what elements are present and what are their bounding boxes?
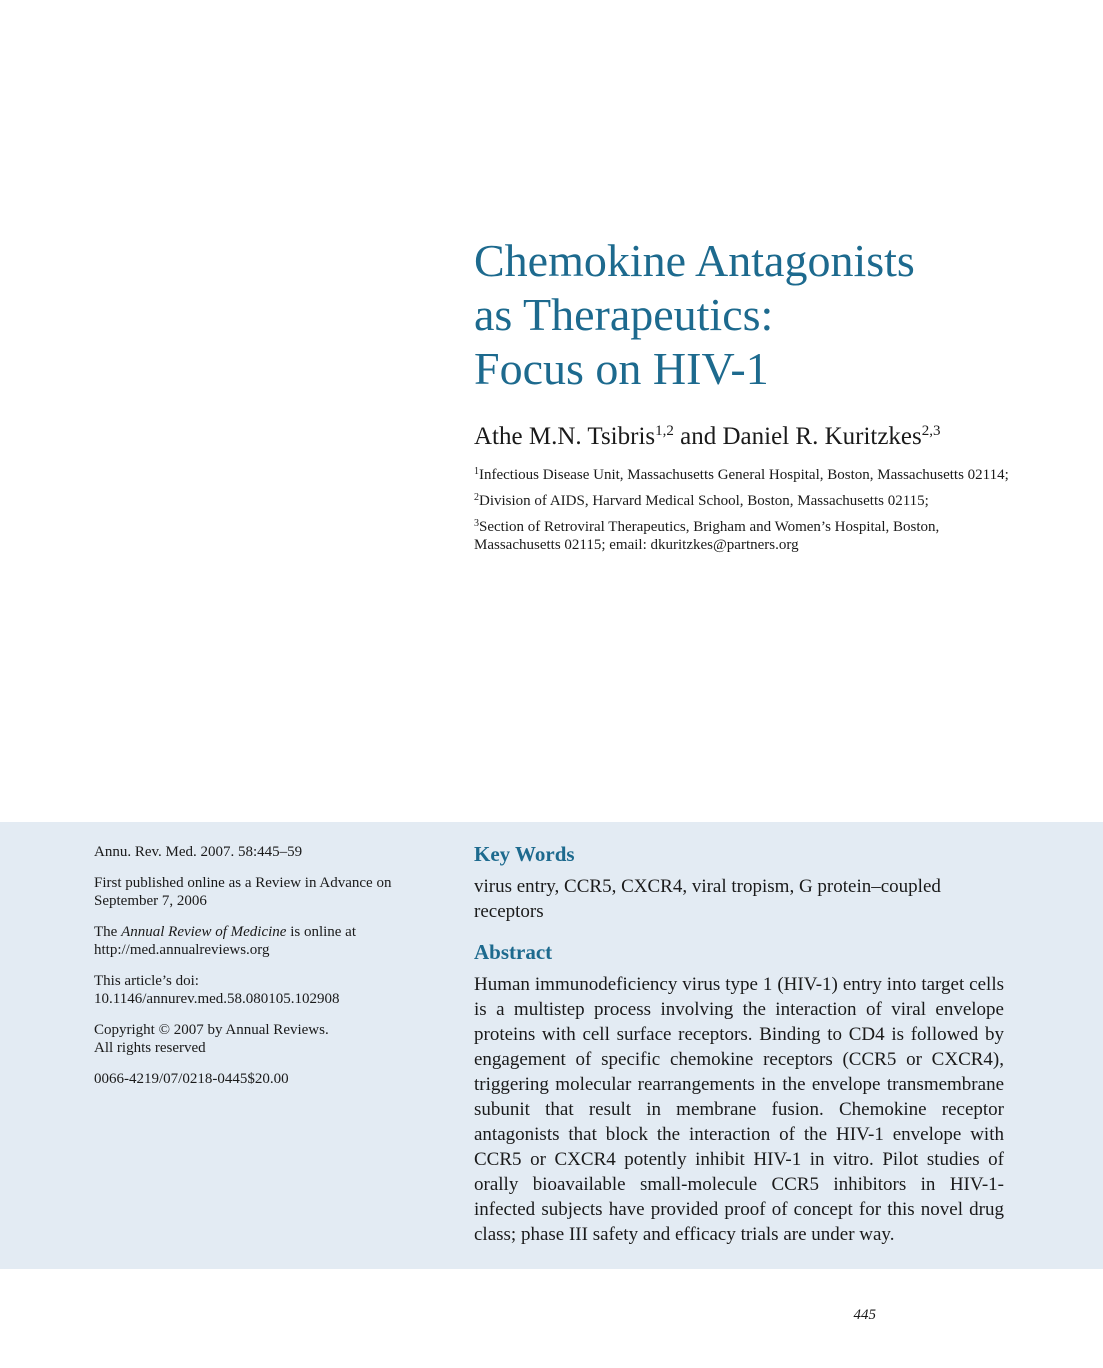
article-title	[474, 234, 1034, 396]
abstract-column	[474, 840, 1004, 1247]
affiliation	[474, 466, 1014, 484]
page-number: 445	[853, 1307, 876, 1323]
publication-info	[94, 843, 414, 1100]
article-code: 0066-4219/07/0218-0445$20.00	[94, 1070, 289, 1087]
rights: All rights reserved	[94, 1040, 206, 1056]
affiliation-marker: 1	[474, 466, 479, 477]
author-name: Athe M.N. Tsibris	[474, 423, 656, 450]
keywords-text: virus entry, CCR5, CXCR4, viral tropism, G protein–coupled receptors	[474, 876, 941, 922]
affiliation-marker: 2	[474, 492, 479, 503]
journal-name: Annual Review of Medicine	[121, 923, 287, 940]
author-list	[474, 420, 1074, 454]
affiliation	[474, 492, 1014, 510]
keywords-heading: Key Words	[474, 842, 575, 866]
affiliation-text: Section of Retroviral Therapeutics, Brigham and Women’s Hospital, Boston, Massachusetts 02115; email: dkuritzkes@partners.org	[474, 519, 940, 553]
title-line-2: as Therapeutics:	[474, 289, 774, 340]
affiliation-text: Division of AIDS, Harvard Medical School, Boston, Massachusetts 02115;	[479, 493, 929, 509]
affiliation-marker: 3	[474, 518, 479, 529]
online-note	[94, 923, 414, 960]
doi-label: This article’s doi:	[94, 972, 199, 989]
abstract-heading: Abstract	[474, 940, 553, 964]
author-connector: and	[673, 423, 723, 450]
title-line-1: Chemokine Antagonists	[474, 235, 915, 286]
online-note-prefix: The	[94, 923, 122, 940]
title-line-3: Focus on HIV-1	[474, 343, 769, 394]
copyright: Copyright © 2007 by Annual Reviews.	[94, 1021, 329, 1038]
doi-block	[94, 972, 414, 1009]
doi-value: 10.1146/annurev.med.58.080105.102908	[94, 991, 340, 1007]
affiliation-text: Infectious Disease Unit, Massachusetts General Hospital, Boston, Massachusetts 02114;	[479, 467, 1009, 483]
author-affiliation-marker: 1,2	[655, 423, 674, 439]
author-affiliation-marker: 2,3	[921, 423, 941, 439]
author-name: Daniel R. Kuritzkes	[722, 423, 922, 450]
first-published-note: First published online as a Review in Advance on September 7, 2006	[94, 874, 392, 909]
affiliation-list	[474, 466, 1014, 562]
affiliation	[474, 518, 1014, 554]
online-note-suffix: is online at http://med.annualreviews.org	[94, 923, 357, 958]
citation: Annu. Rev. Med. 2007. 58:445–59	[94, 844, 303, 860]
copyright-block	[94, 1021, 414, 1058]
abstract-text: Human immunodeficiency virus type 1 (HIV-1) entry into target cells is a multistep process involving the interaction of viral envelope proteins with cell surface receptors. Binding to CD4 is followed by engagement of specific chemokine receptors (CCR5 or CXCR4), triggering molecular rearrangements in the envelope transmembrane subunit that result in membrane fusion. Chemokine receptor antagonists that block the interaction of the HIV-1 envelope with CCR5 or CXCR4 potently inhibit HIV-1 in vitro. Pilot studies of orally bioavailable small-molecule CCR5 inhibitors in HIV-1-infected subjects have provided proof of concept for this novel drug class; phase III safety and efficacy trials are under way.	[474, 974, 1004, 1245]
